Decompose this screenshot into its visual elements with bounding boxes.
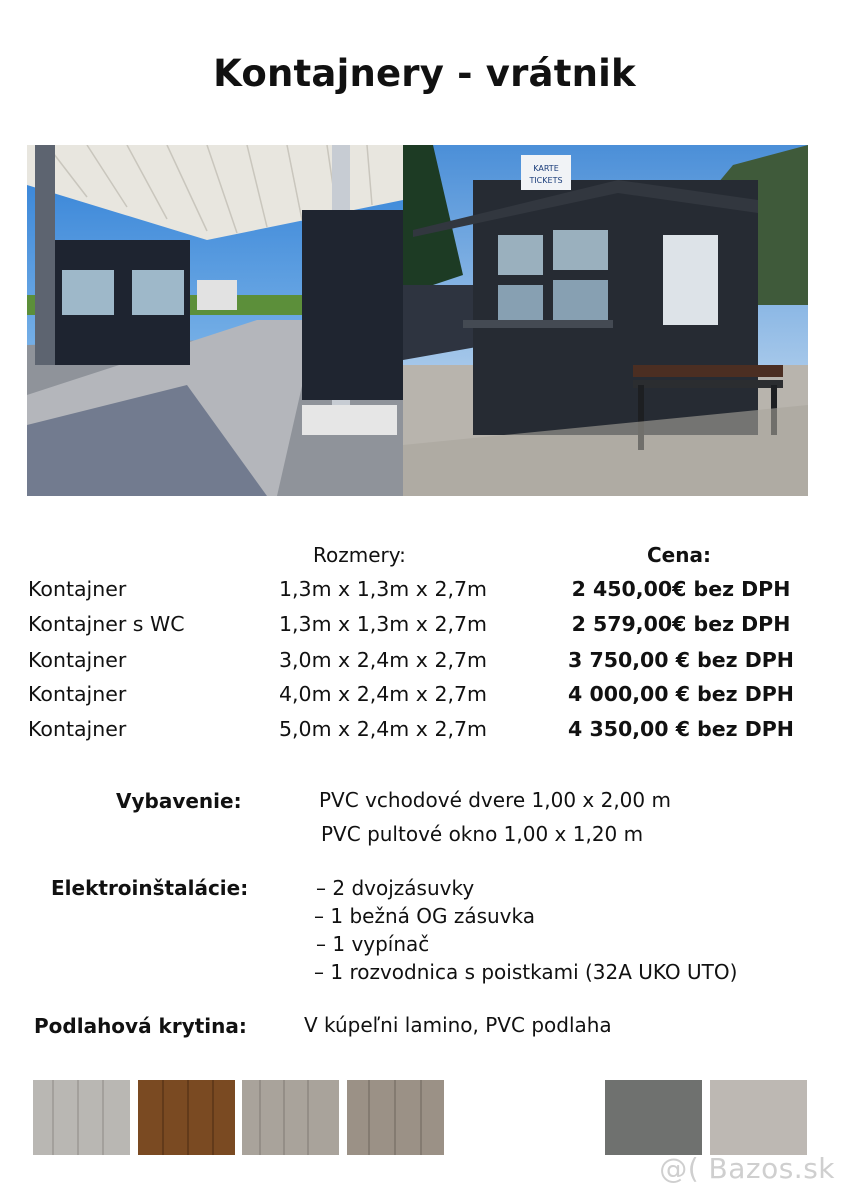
row-price: 2 450,00€ bez DPH xyxy=(571,577,791,601)
table-row xyxy=(0,717,849,752)
photo-gatehouse-canopy xyxy=(27,145,403,496)
electrical-item: – 1 rozvodnica s poistkami (32A UKO UTO) xyxy=(314,960,738,984)
electrical-item: – 1 bežná OG zásuvka xyxy=(314,904,535,928)
row-price: 4 350,00 € bez DPH xyxy=(568,717,794,741)
floor-swatch-oak-wood xyxy=(138,1080,235,1155)
equipment-label: Vybavenie: xyxy=(116,789,242,813)
row-dims: 1,3m x 1,3m x 2,7m xyxy=(278,577,488,601)
table-row xyxy=(0,648,849,683)
page-title: Kontajnery - vrátnik xyxy=(213,52,636,95)
floor-swatch-light-grey-pvc xyxy=(710,1080,807,1155)
row-dims: 4,0m x 2,4m x 2,7m xyxy=(278,682,488,706)
row-price: 2 579,00€ bez DPH xyxy=(571,612,791,636)
electrical-item: – 2 dvojzásuvky xyxy=(316,876,475,900)
kiosk-sign-line1: KARTE xyxy=(533,164,559,173)
photo-kiosk-bench xyxy=(403,145,808,496)
flooring-value: V kúpeľni lamino, PVC podlaha xyxy=(304,1013,612,1037)
row-dims: 5,0m x 2,4m x 2,7m xyxy=(278,717,488,741)
row-price: 3 750,00 € bez DPH xyxy=(568,648,794,672)
floor-swatch-dark-grey-pvc xyxy=(605,1080,702,1155)
row-price: 4 000,00 € bez DPH xyxy=(568,682,794,706)
equipment-item: PVC pultové okno 1,00 x 1,20 m xyxy=(321,822,644,846)
floor-swatch-light-grey-wood xyxy=(33,1080,130,1155)
floor-swatch-ash-wood xyxy=(347,1080,444,1155)
table-row xyxy=(0,612,849,647)
watermark-logo: @( Bazos.sk xyxy=(659,1152,835,1185)
table-row xyxy=(0,577,849,612)
floor-swatch-grey-wood xyxy=(242,1080,339,1155)
row-name: Kontajner xyxy=(28,682,127,706)
flooring-label: Podlahová krytina: xyxy=(34,1014,247,1038)
table-row xyxy=(0,682,849,717)
equipment-item: PVC vchodové dvere 1,00 x 2,00 m xyxy=(319,788,671,812)
electrical-label: Elektroinštalácie: xyxy=(51,876,249,900)
electrical-item: – 1 vypínač xyxy=(316,932,430,956)
row-name: Kontajner s WC xyxy=(28,612,185,636)
row-name: Kontajner xyxy=(28,577,127,601)
row-name: Kontajner xyxy=(28,717,127,741)
kiosk-sign-line2: TICKETS xyxy=(529,176,563,185)
row-dims: 3,0m x 2,4m x 2,7m xyxy=(278,648,488,672)
row-dims: 1,3m x 1,3m x 2,7m xyxy=(278,612,488,636)
price-header: Cena: xyxy=(647,543,711,567)
row-name: Kontajner xyxy=(28,648,127,672)
dims-header: Rozmery: xyxy=(313,543,406,567)
